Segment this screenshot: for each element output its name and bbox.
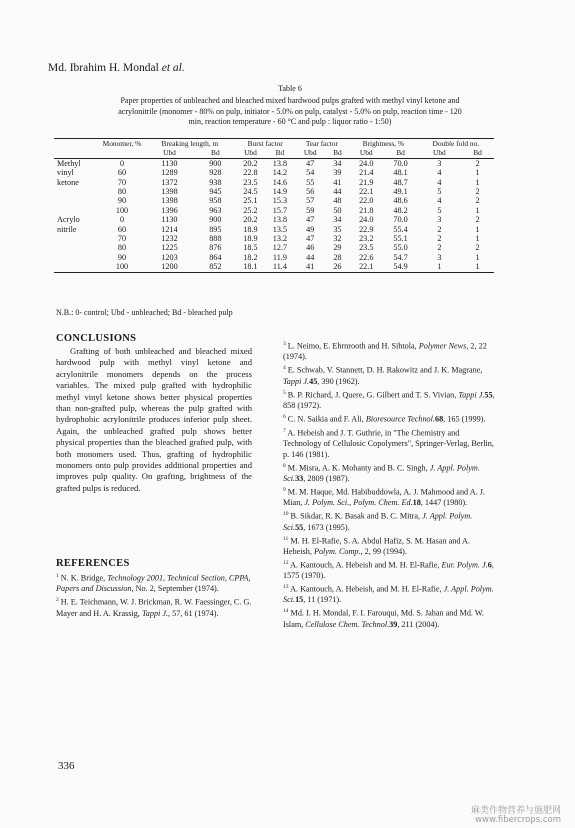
group-label	[54, 253, 100, 262]
table-cell: 3	[437, 252, 442, 262]
reference-number: 12	[283, 559, 289, 566]
table-cell: 49.1	[393, 187, 408, 197]
table-cell: 47	[306, 234, 315, 244]
table-cell: 945	[209, 187, 222, 197]
table-cell: 2	[437, 243, 442, 253]
reference-item	[283, 461, 495, 485]
table-cell: 80	[117, 243, 127, 253]
table-cell: 80	[117, 187, 127, 197]
sub-bd: Bd	[211, 148, 220, 158]
group-label	[54, 262, 100, 272]
table-cell: 13.2	[272, 234, 288, 244]
table-cell: 895	[209, 224, 222, 234]
table-caption-line-1: Paper properties of unbleached and bleached mixed hardwood pulps grafted with methyl vinyl ketone and	[120, 96, 460, 105]
table-cell: 22.1	[359, 262, 374, 272]
references-left-column	[56, 571, 252, 620]
table-cell: 70	[117, 234, 127, 244]
table-cell: 13.8	[272, 215, 288, 225]
table-cell: 21.8	[359, 205, 374, 215]
table-cell: 4	[437, 196, 442, 206]
table-row	[54, 196, 494, 205]
col-tear-factor: Tear factor	[305, 139, 338, 148]
reference-volume: 55	[295, 522, 304, 532]
table-row	[54, 187, 494, 196]
sub-ubd: Ubd	[359, 148, 373, 158]
table-cell: 56	[306, 187, 315, 197]
table-cell: 3	[437, 215, 442, 225]
reference-number: 7	[283, 427, 286, 434]
table-cell: 25.2	[243, 205, 258, 215]
table-note: N.B.: 0- control; Ubd - unbleached; Bd - bleached pulp	[56, 308, 233, 317]
table-cell: 48.2	[393, 205, 408, 215]
table-cell: 20.2	[243, 158, 258, 168]
group-label: ketone	[57, 177, 79, 187]
table-cell: 1200	[161, 262, 178, 272]
table-cell: 48.1	[393, 168, 408, 178]
table-cell: 2	[475, 215, 480, 225]
table-cell: 70.0	[393, 158, 408, 168]
conclusions-heading: CONCLUSIONS	[56, 333, 137, 344]
reference-text: A. Hebeish and J. T. Guthrie, in "The Chemistry and Technology of Cellulosic Copolymers", Springer-Verlag, Berlin, p. 146 (1981).	[283, 428, 494, 459]
sub-ubd: Ubd	[163, 148, 176, 158]
reference-volume: 39	[389, 619, 398, 629]
table-cell: 47	[306, 215, 315, 225]
table-cell: 2	[475, 187, 480, 197]
page-number: 336	[58, 760, 75, 772]
table-cell: 49	[306, 224, 315, 234]
table-cell: 15.7	[272, 205, 288, 215]
group-label: nitrile	[57, 224, 77, 234]
table-cell: 15.3	[272, 196, 288, 206]
reference-text: L. Neimo, E. Ehrnrooth and H. Sihtola,	[285, 341, 419, 351]
table-cell: 14.9	[272, 187, 288, 197]
reference-number: 4	[283, 365, 286, 372]
table-cell: 54.7	[393, 252, 408, 262]
table-cell: 23.2	[359, 234, 374, 244]
table-cell: 48.7	[393, 177, 408, 187]
col-brightness: Brightness, %	[362, 139, 405, 148]
col-burst-factor: Burst factor	[247, 139, 283, 148]
table-cell: 1214	[161, 224, 178, 234]
sub-bd: Bd	[396, 148, 405, 158]
reference-item	[283, 485, 495, 509]
reference-number: 1	[56, 573, 59, 579]
table-cell: 20.2	[243, 215, 258, 225]
reference-text: , 11 (1971).	[303, 595, 342, 605]
table-cell: 1130	[161, 158, 178, 168]
table-cell: 34	[333, 158, 342, 168]
table-cell: 22.1	[359, 187, 374, 197]
reference-number: 5	[283, 389, 286, 396]
reference-text: B. P. Richard, J. Quere, G. Gilbert and T. S. Vivian,	[285, 390, 459, 400]
group-label: vinyl	[57, 168, 74, 178]
table-cell: 0	[119, 158, 125, 168]
table-row	[54, 158, 494, 168]
table-cell: 18.1	[243, 262, 258, 272]
sub-ubd: Ubd	[433, 148, 446, 158]
table-cell: 18.5	[243, 243, 258, 253]
table-cell: 25.1	[243, 196, 258, 206]
table-header-row	[54, 139, 494, 149]
table-cell: 46	[306, 243, 315, 253]
reference-journal: Eur. Polym. J.	[441, 560, 488, 570]
sub-ubd: Ubd	[303, 148, 317, 158]
table-cell: 2	[475, 196, 480, 206]
reference-volume: 15	[295, 595, 304, 605]
reference-number: 13	[283, 584, 289, 591]
table-cell: 900	[209, 158, 222, 168]
reference-volume: 6	[487, 560, 492, 570]
references-right-column	[283, 339, 495, 631]
table-cell: 50	[333, 205, 342, 215]
col-double-fold: Double fold no.	[432, 139, 480, 148]
reference-journal: Tappi J.	[141, 608, 169, 618]
table-row	[54, 225, 494, 234]
table-cell: 1	[475, 262, 480, 272]
table-cell: 938	[209, 177, 222, 187]
reference-item	[283, 509, 495, 533]
table-cell: 4	[437, 168, 442, 178]
table-cell: 958	[209, 196, 222, 206]
table-cell: 2	[475, 243, 480, 253]
table-subheader-row	[54, 148, 494, 158]
table-cell: 18.2	[243, 252, 258, 262]
reference-number: 10	[283, 511, 289, 518]
reference-number: 8	[283, 462, 286, 469]
col-breaking-length: Breaking length, m	[161, 139, 219, 148]
table-cell: 1130	[161, 215, 178, 225]
table-body	[54, 158, 494, 272]
reference-text: Md. I. H. Mondal, F. I. Farouqui, Md. S. Jahan and Md. W. Islam,	[283, 609, 484, 629]
table-cell: 41	[333, 177, 342, 187]
header-et-al: et al.	[161, 62, 185, 74]
reference-text: M. H. El-Rafie, S. A. Abdul Hafiz, S. M. Hasan and A. Hebeish,	[283, 536, 470, 556]
paper-properties-table	[54, 138, 494, 273]
reference-item	[283, 426, 495, 461]
table-cell: 24.0	[359, 158, 374, 168]
table-cell: 2	[437, 224, 442, 234]
group-label	[54, 187, 100, 196]
table-row	[54, 215, 494, 224]
reference-number: 14	[283, 608, 289, 615]
table-row	[54, 168, 494, 177]
reference-text: H. E. Teichmann, W. J. Brickman, R. W. Faessinger, C. G. Mayer and H. A. Krassig,	[56, 598, 252, 618]
table-cell: 1	[475, 234, 480, 244]
table-cell: 55.4	[393, 224, 408, 234]
table-cell: 90	[117, 252, 127, 262]
reference-number: 6	[283, 413, 286, 420]
table-cell: 48	[333, 196, 342, 206]
table-cell: 1	[475, 177, 480, 187]
reference-item	[56, 595, 252, 619]
reference-journal: J. Appl. Polym. Sci.	[283, 511, 473, 532]
reference-journal: Tappi J.	[283, 376, 310, 386]
reference-text: N. K. Bridge,	[58, 573, 108, 583]
reference-item	[283, 412, 495, 425]
table-cell: 1	[475, 168, 480, 178]
reference-text: , 1575 (1970).	[283, 560, 494, 581]
col-monomer: Monomer, %	[102, 139, 142, 148]
reference-item	[283, 388, 495, 412]
col-group	[54, 139, 100, 149]
table-cell: 876	[209, 243, 222, 253]
reference-volume: 18	[412, 498, 421, 508]
table-cell: 22.0	[359, 196, 374, 206]
reference-text: M. Misra, A. K. Mohanty and B. C. Singh,	[285, 463, 430, 473]
table-cell: 1203	[161, 252, 178, 262]
table-cell: 1	[475, 224, 480, 234]
table-cell: 22.9	[359, 224, 374, 234]
table-cell: 11.9	[272, 252, 287, 262]
table-cell: 13.8	[272, 158, 288, 168]
reference-item	[283, 534, 495, 558]
table-cell: 3	[437, 158, 442, 168]
table-cell: 1	[475, 252, 480, 262]
table-cell: 55.0	[393, 243, 408, 253]
table-cell: 18.9	[243, 224, 258, 234]
table-cell: 55.1	[393, 234, 408, 244]
reference-text: , 1447 (1980).	[420, 498, 468, 508]
reference-text: , 1673 (1995).	[303, 522, 350, 532]
table-cell: 18.9	[243, 234, 258, 244]
table-cell: 24.5	[243, 187, 258, 197]
table-cell: 963	[209, 205, 222, 215]
table-cell: 1225	[161, 243, 178, 253]
reference-text: , No. 2, September (1974).	[131, 584, 219, 594]
sub-bd: Bd	[473, 148, 482, 158]
reference-text: E. Schwab, V. Stannett, D. H. Rakowitz and J. K. Magrane,	[285, 366, 483, 376]
table-cell: 1289	[161, 168, 178, 178]
conclusions-text: Grafting of both unbleached and bleached mixed hardwood pulp with methyl vinyl ketone and acrylonitrile monomers depends on the process variables. The mixed pulp grafted with hydrophilic methyl vinyl ketone shows better physical properties than non-grafted pulp, whereas the pulp grafted with hydrophobic acrylonitrile produces inferior pulp sheet. Again, the unbleached grafted pulp shows better physical properties than the bleached grafted pulp, with both monomers used. Thus, grafting of hydrophilic monomers onto pulp provides additional properties and improves pulp quality. On grafting, brightness of the grafted pulps is reduced.	[56, 346, 252, 493]
reference-text: , 165 (1999).	[443, 414, 486, 424]
reference-volume: 33	[295, 473, 304, 483]
table-row	[54, 178, 494, 187]
table-cell: 2	[475, 158, 480, 168]
table-cell: 54	[306, 168, 315, 178]
watermark-url: www.fibercrops.com	[475, 815, 561, 825]
table-cell: 70	[117, 177, 127, 187]
table-cell: 60	[117, 224, 127, 234]
table-cell: 34	[333, 215, 342, 225]
table-row	[54, 253, 494, 262]
table-cell: 1398	[161, 196, 178, 206]
table-cell: 44	[333, 187, 342, 197]
table-cell: 70.0	[393, 215, 408, 225]
table-cell: 100	[115, 262, 129, 272]
table-row	[54, 262, 494, 272]
table-cell: 5	[437, 205, 442, 215]
group-label	[54, 196, 100, 205]
watermark-text: 麻类作物营养与施肥网	[470, 806, 561, 816]
table-cell: 852	[209, 262, 222, 272]
table-cell: 48.6	[393, 196, 408, 206]
table-cell: 22.6	[359, 252, 374, 262]
reference-journal: Polymer News	[418, 341, 467, 351]
table-cell: 100	[115, 205, 129, 215]
table-row	[54, 243, 494, 252]
table-cell: 928	[209, 168, 222, 178]
reference-number: 2	[56, 597, 59, 604]
reference-journal: J. Appl. Polym. Sci.	[283, 463, 480, 483]
reference-text: M. M. Haque, Md. Habibuddowla, A. J. Mahmood and A. J. Mian,	[283, 487, 485, 508]
table-cell: 4	[437, 177, 442, 187]
reference-text: , 211 (2004).	[397, 619, 440, 629]
reference-volume: 55	[484, 390, 493, 400]
table-cell: 900	[209, 215, 222, 225]
table-cell: 90	[117, 196, 127, 206]
table-cell: 12.7	[272, 243, 288, 253]
table-cell: 1372	[161, 177, 178, 187]
reference-number: 9	[283, 486, 286, 493]
table-cell: 888	[209, 234, 222, 244]
reference-text: , 2, 99 (1994).	[360, 546, 407, 556]
header-author: Md. Ibrahim H. Mondal	[48, 62, 162, 74]
group-label: Methyl	[57, 158, 81, 168]
reference-item	[283, 558, 495, 582]
reference-item	[283, 363, 495, 387]
reference-text: A. Kantouch, A. Hebeish, and M. H. El-Rafie,	[288, 584, 444, 594]
table-caption-line-2: acrylonitrile (monomer - 80% on pulp, initiator - 5.0% on pulp, catalyst - 5.0% on pulp, reaction time - 120	[118, 106, 462, 116]
reference-item	[56, 571, 252, 595]
table-cell: 5	[437, 187, 442, 197]
group-label	[54, 206, 100, 215]
table-cell: 14.6	[272, 177, 288, 187]
reference-number: 11	[283, 535, 289, 542]
table-cell: 24.0	[359, 215, 374, 225]
reference-journal: Technology 2001, Technical Section, CPPA, Papers and Discussion	[56, 573, 251, 594]
table-cell: 59	[306, 205, 315, 215]
running-header	[48, 62, 185, 74]
reference-text: , 390 (1962).	[317, 376, 360, 386]
table-cell: 23.5	[359, 243, 374, 253]
table-cell: 1398	[161, 187, 178, 197]
table-row	[54, 206, 494, 215]
table-cell: 60	[117, 168, 127, 178]
reference-text: A. Kantouch, A. Hebeish and M. H. El-Rafie,	[288, 560, 442, 570]
reference-text: , 2, 22 (1974).	[283, 341, 487, 362]
reference-text: C. N. Saikia and F. Ali,	[285, 414, 366, 424]
table-cell: 1396	[161, 205, 178, 215]
reference-journal: Tappi J.	[458, 390, 485, 400]
table-cell: 1232	[161, 234, 178, 244]
table-cell: 22.8	[243, 168, 258, 178]
table-cell: 1	[475, 205, 480, 215]
table-cell: 1	[437, 262, 442, 272]
reference-text: B. Sikdar, R. K. Basak and B. C. Mitra,	[288, 511, 423, 521]
table-cell: 23.5	[243, 177, 258, 187]
reference-journal: Polym. Comp.	[313, 546, 361, 556]
table-caption-line-3: min, reaction temperature - 60 °C and pulp : liquor ratio - 1:50)	[188, 117, 392, 126]
table-cell: 21.9	[359, 177, 374, 187]
table-row	[54, 234, 494, 243]
table-cell: 29	[333, 243, 342, 253]
group-label	[54, 234, 100, 243]
reference-volume: 68	[434, 414, 444, 424]
group-label: Acrylo	[57, 215, 80, 225]
table-cell: 54.9	[393, 262, 408, 272]
group-label	[54, 243, 100, 252]
table-cell: 21.4	[359, 168, 374, 178]
references-heading: REFERENCES	[56, 558, 130, 569]
table-cell: 55	[306, 177, 315, 187]
reference-text: , 2809 (1987).	[303, 473, 350, 483]
table-cell: 14.2	[272, 168, 288, 178]
table-cell: 41	[306, 262, 315, 272]
table-cell: 39	[333, 168, 342, 178]
sub-bd: Bd	[333, 148, 342, 158]
table-cell: 11.4	[272, 262, 287, 272]
reference-journal: Bioresource Technol.	[365, 414, 435, 424]
table-cell: 57	[306, 196, 315, 206]
table-cell: 28	[333, 252, 342, 262]
reference-item	[283, 339, 495, 363]
table-cell: 32	[333, 234, 342, 244]
reference-item	[283, 582, 495, 606]
reference-text: , 57, 61 (1974).	[168, 608, 219, 618]
reference-journal: J. Appl. Polym. Sci.	[283, 584, 494, 605]
table-cell: 0	[119, 215, 125, 225]
table-cell: 13.5	[272, 224, 288, 234]
table-cell: 47	[306, 158, 315, 168]
reference-text: , 858 (1972).	[283, 390, 495, 410]
table-cell: 35	[333, 224, 342, 234]
reference-number: 3	[283, 341, 286, 347]
table-cell: 26	[333, 262, 342, 272]
sub-ubd: Ubd	[244, 148, 257, 158]
reference-journal: J. Polym. Sci., Polym. Chem. Ed.	[304, 498, 413, 508]
table-cell: 864	[209, 252, 222, 262]
table-cell: 44	[306, 252, 315, 262]
sub-bd: Bd	[275, 148, 285, 158]
reference-journal: Cellulose Chem. Technol.	[305, 619, 390, 629]
table-cell: 2	[437, 234, 442, 244]
reference-item	[283, 606, 495, 630]
table-title: Table 6	[278, 84, 302, 93]
reference-volume: 45	[309, 376, 318, 386]
